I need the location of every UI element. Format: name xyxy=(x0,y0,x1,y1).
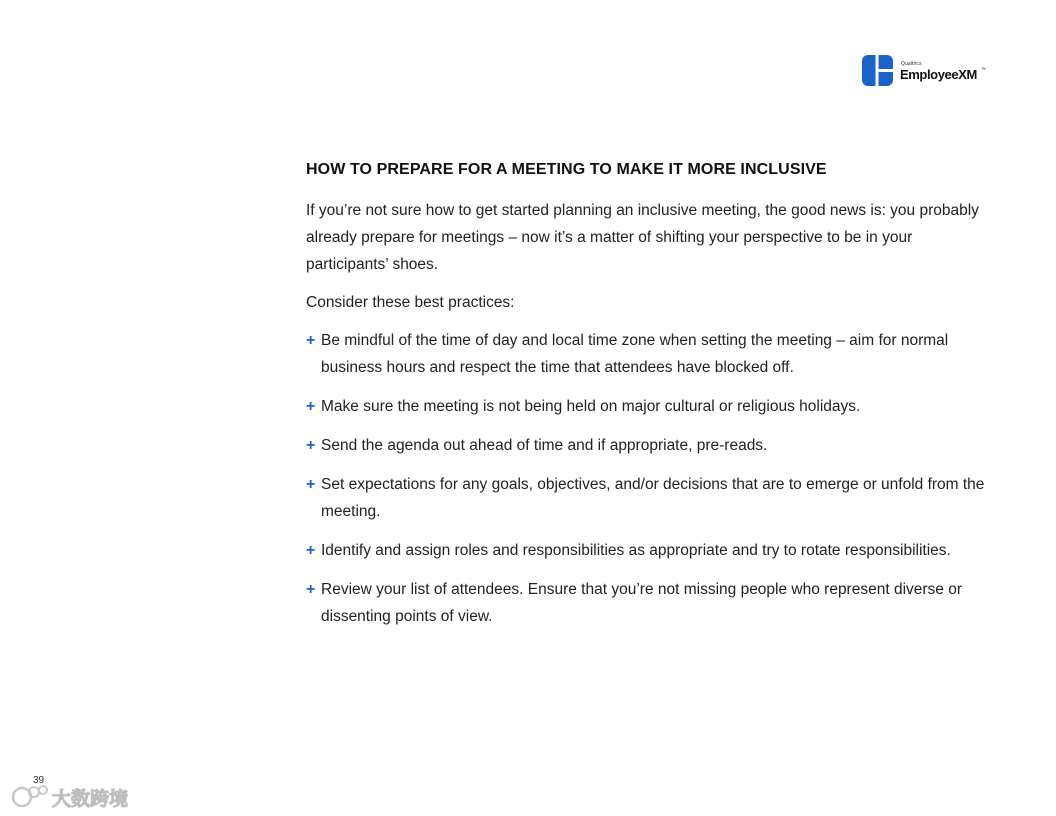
best-practices-list xyxy=(306,327,996,630)
list-item xyxy=(306,393,996,420)
plus-icon: + xyxy=(306,542,316,559)
employeexm-logo xyxy=(862,55,987,87)
list-item xyxy=(306,537,996,564)
logo-qualtrics-text: Qualtrics xyxy=(901,61,922,67)
plus-icon: + xyxy=(306,437,316,454)
page-number: 39 xyxy=(33,775,45,786)
list-item-text: Send the agenda out ahead of time and if appropriate, pre-reads. xyxy=(321,437,768,454)
logo-trademark: ™ xyxy=(981,67,986,73)
logo-brand-text: EmployeeXM xyxy=(900,67,977,82)
list-item xyxy=(306,471,996,525)
plus-icon: + xyxy=(306,581,316,598)
qualtrics-logo-mark-icon xyxy=(862,55,893,86)
watermark-text: 大数跨境 xyxy=(52,788,129,810)
list-item xyxy=(306,327,996,381)
list-item-text: Identify and assign roles and responsibilities as appropriate and try to rotate responsibilities. xyxy=(321,542,951,559)
plus-icon: + xyxy=(306,398,316,415)
list-item xyxy=(306,576,996,630)
list-item-text: Be mindful of the time of day and local time zone when setting the meeting – aim for normal business hours and respect the time that attendees have blocked off. xyxy=(321,332,949,376)
list-item xyxy=(306,432,996,459)
plus-icon: + xyxy=(306,476,316,493)
list-item-text: Make sure the meeting is not being held on major cultural or religious holidays. xyxy=(321,398,861,415)
list-item-text: Set expectations for any goals, objectives, and/or decisions that are to emerge or unfold from the meeting. xyxy=(321,476,985,520)
page-heading: HOW TO PREPARE FOR A MEETING TO MAKE IT MORE INCLUSIVE xyxy=(306,161,827,178)
main-content xyxy=(306,158,996,642)
lead-paragraph: Consider these best practices: xyxy=(306,294,515,311)
watermark-logo-icon xyxy=(8,780,143,812)
intro-paragraph: If you’re not sure how to get started planning an inclusive meeting, the good news is: you probably already prepare for meetings – now it’s a matter of shifting your perspective to be in your participants’ shoes. xyxy=(306,202,979,273)
list-item-text: Review your list of attendees. Ensure that you’re not missing people who represent diverse or dissenting points of view. xyxy=(321,581,963,625)
plus-icon: + xyxy=(306,332,316,349)
